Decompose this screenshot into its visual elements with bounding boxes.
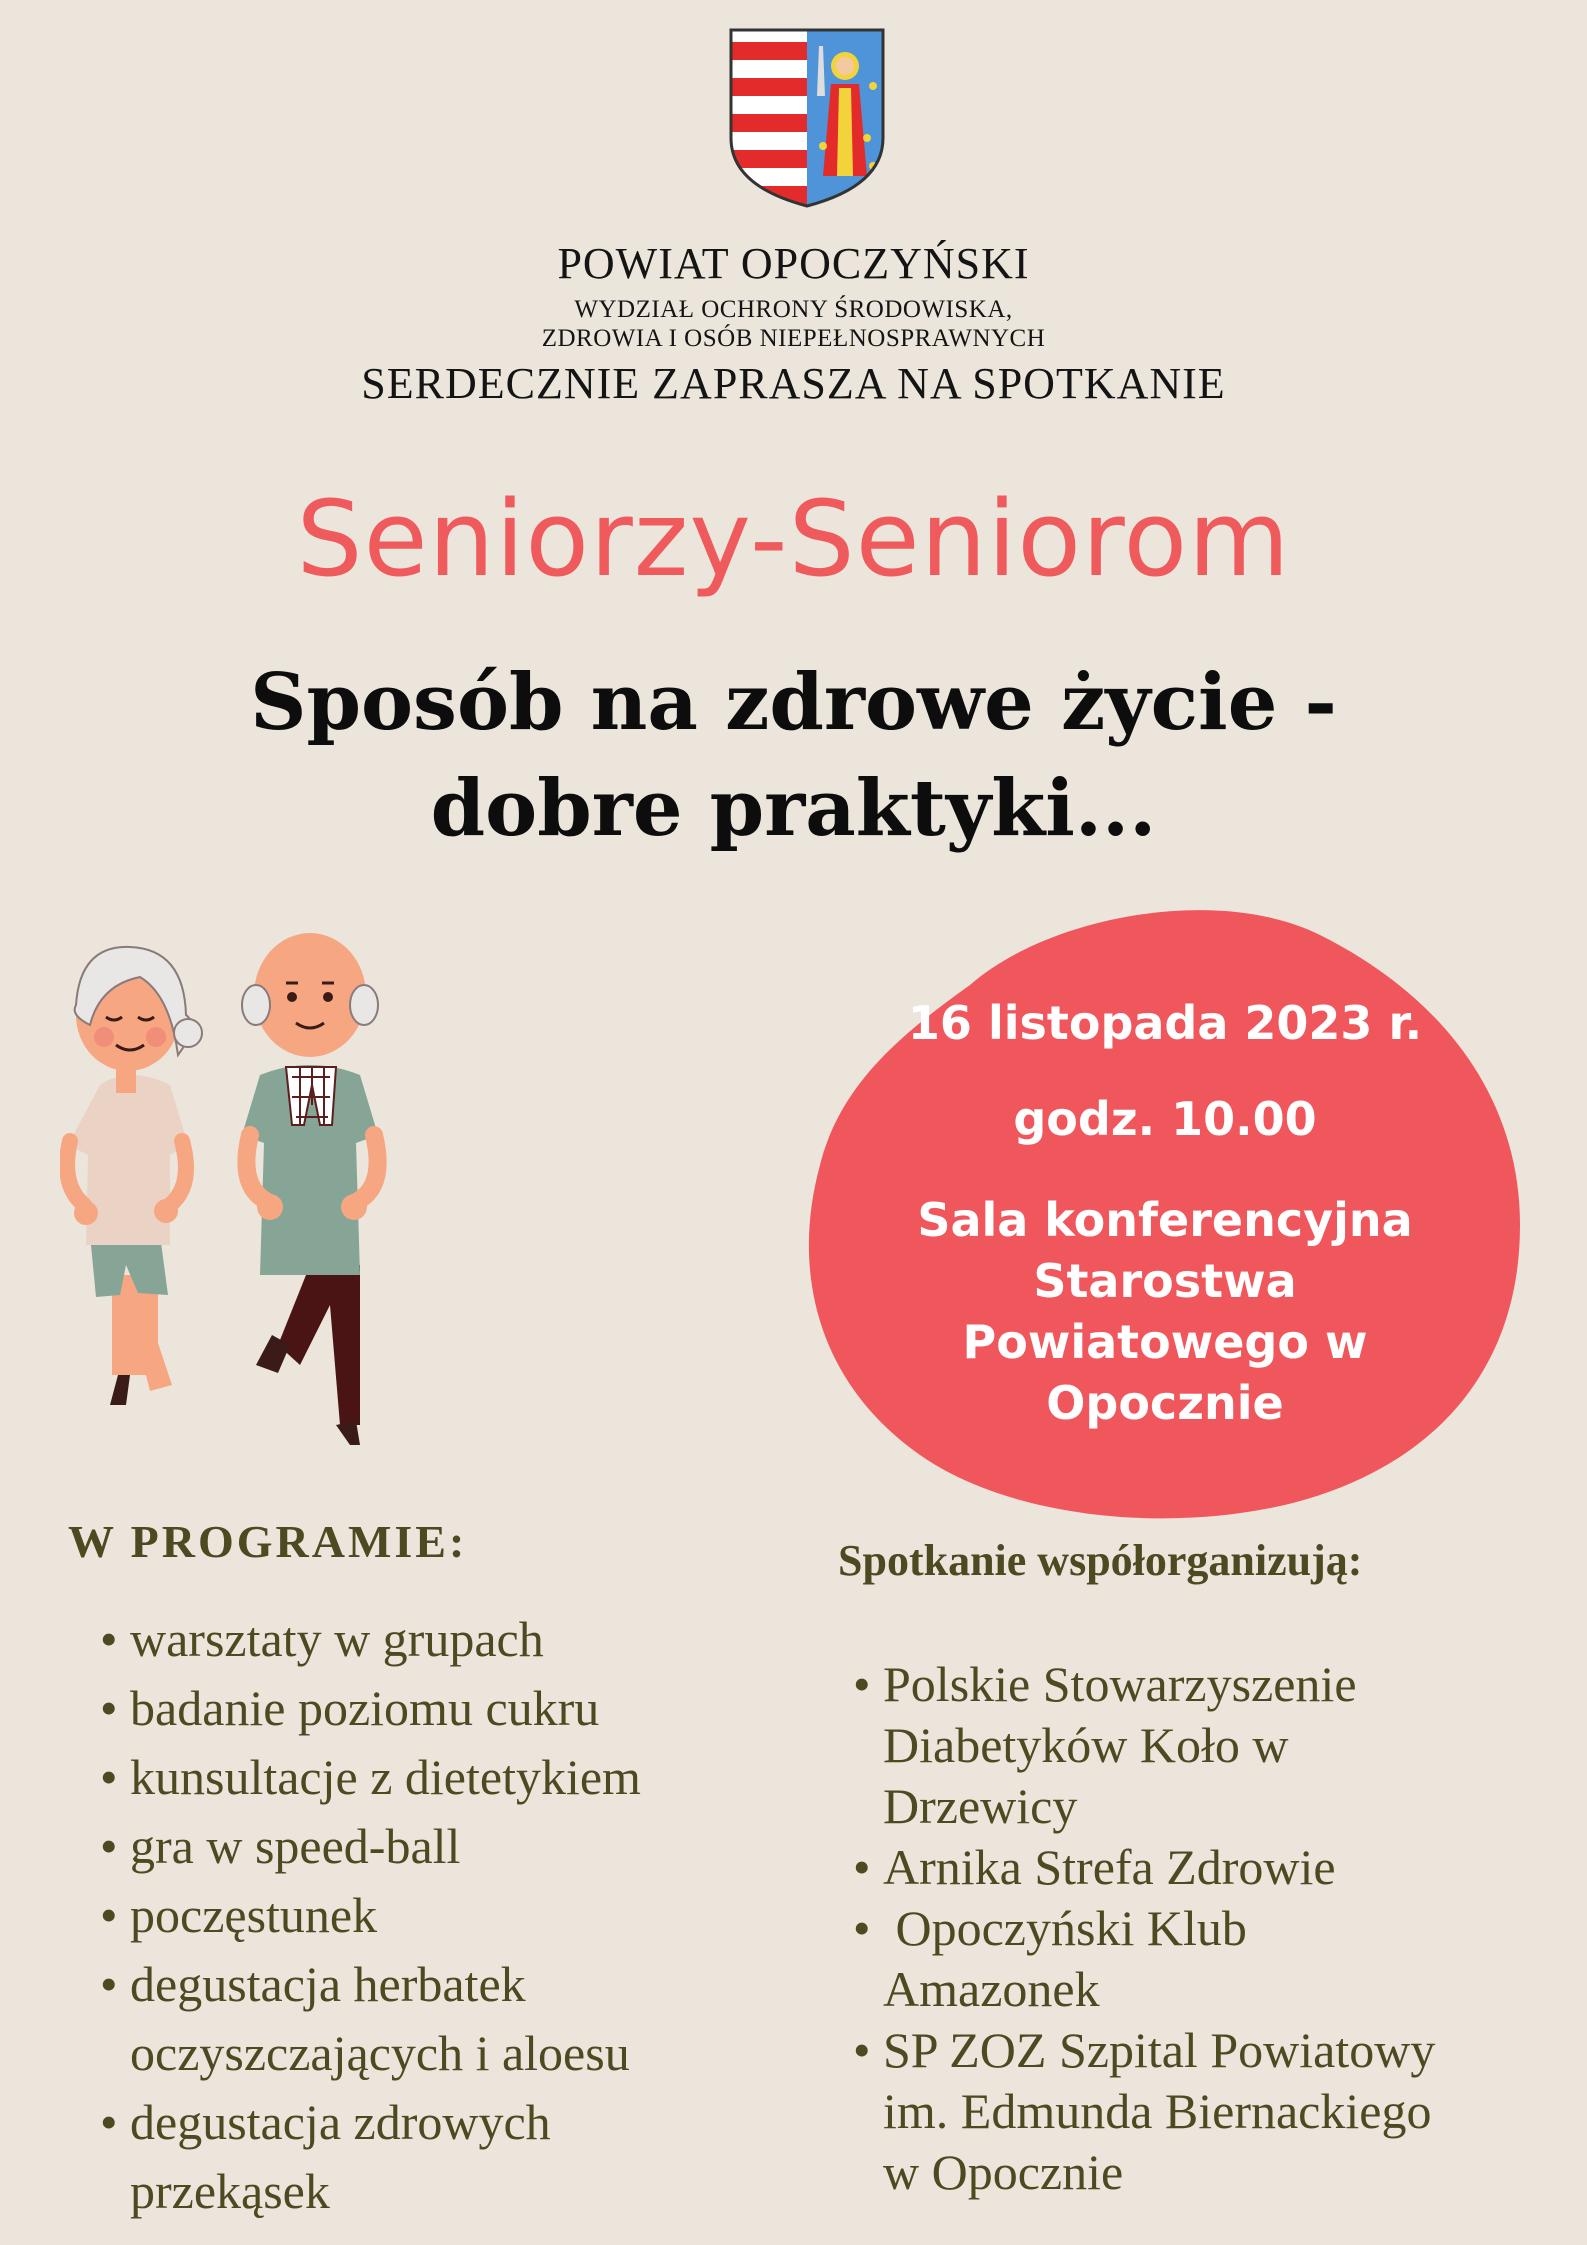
coorganizer-text: im. Edmunda Biernackiego — [883, 2083, 1432, 2139]
event-place-line: Sala konferencyjna — [917, 1193, 1413, 1247]
event-title: Seniorzy-Seniorom — [296, 478, 1291, 600]
coorganizer-text: Drzewicy — [883, 1778, 1078, 1834]
subtitle-line-2: dobre praktyki... — [430, 763, 1157, 854]
event-subtitle — [0, 650, 1587, 862]
program-item-text: • poczęstunek — [130, 1887, 378, 1943]
department-line-2: ZDROWIA I OSÓB NIEPEŁNOSPRAWNYCH — [541, 325, 1046, 352]
coorganizer-item — [845, 1654, 1565, 1837]
coorganizers-heading: Spotkanie współorganizują: — [838, 1536, 1363, 1585]
invitation-text: SERDECZNIE ZAPRASZA NA SPOTKANIE — [361, 359, 1226, 408]
organization-name: POWIAT OPOCZYŃSKI — [557, 239, 1030, 288]
coorganizer-text: Diabetyków Koło w — [883, 1717, 1289, 1773]
program-list — [92, 1605, 812, 2226]
program-item-text: • degustacja zdrowych — [130, 2094, 551, 2150]
coorganizer-text: Amazonek — [883, 1961, 1100, 2017]
event-place — [845, 1190, 1485, 1434]
senior-woman-figure — [67, 947, 202, 1405]
program-item-text: oczyszczających i aloesu — [130, 2025, 630, 2081]
elderly-couple-walking-icon — [60, 905, 530, 1475]
coat-of-arms-icon — [727, 26, 887, 210]
program-item-text: • degustacja herbatek — [130, 1956, 526, 2012]
program-item — [92, 1812, 812, 1881]
program-item — [92, 1674, 812, 1743]
event-place-line: Opocznie — [1046, 1376, 1284, 1430]
program-item — [92, 1881, 812, 1950]
program-item-text: • warsztaty w grupach — [130, 1611, 544, 1667]
department-line-1: WYDZIAŁ OCHRONY ŚRODOWISKA, — [574, 296, 1013, 323]
coorganizer-item — [845, 2020, 1565, 2203]
program-item-text: przekąsek — [130, 2163, 330, 2219]
coorganizer-text: • Opoczyński Klub — [883, 1900, 1247, 1956]
event-date: 16 listopada 2023 r. — [907, 996, 1423, 1050]
program-item — [92, 1605, 812, 1674]
senior-man-figure — [242, 933, 378, 1445]
coorganizer-text: • Polskie Stowarzyszenie — [883, 1656, 1357, 1712]
program-item-text: • kunsultacje z dietetykiem — [130, 1749, 641, 1805]
coorganizer-text: • SP ZOZ Szpital Powiatowy — [883, 2022, 1436, 2078]
program-item-text: • gra w speed-ball — [130, 1818, 461, 1874]
subtitle-line-1: Sposób na zdrowe życie - — [250, 657, 1337, 748]
coorganizer-item — [845, 1837, 1565, 1898]
event-place-line: Powiatowego w — [962, 1315, 1368, 1369]
event-place-line: Starostwa — [1033, 1254, 1297, 1308]
program-item — [92, 1950, 812, 2088]
coorganizers-list — [845, 1654, 1565, 2203]
program-item — [92, 2088, 812, 2226]
event-time: godz. 10.00 — [1013, 1092, 1317, 1146]
coorganizer-text: • Arnika Strefa Zdrowie — [883, 1839, 1336, 1895]
program-item-text: • badanie poziomu cukru — [130, 1680, 600, 1736]
coorganizer-text: w Opocznie — [883, 2144, 1124, 2200]
program-heading: W PROGRAMIE: — [68, 1516, 468, 1567]
coorganizer-item — [845, 1898, 1565, 2020]
program-item — [92, 1743, 812, 1812]
